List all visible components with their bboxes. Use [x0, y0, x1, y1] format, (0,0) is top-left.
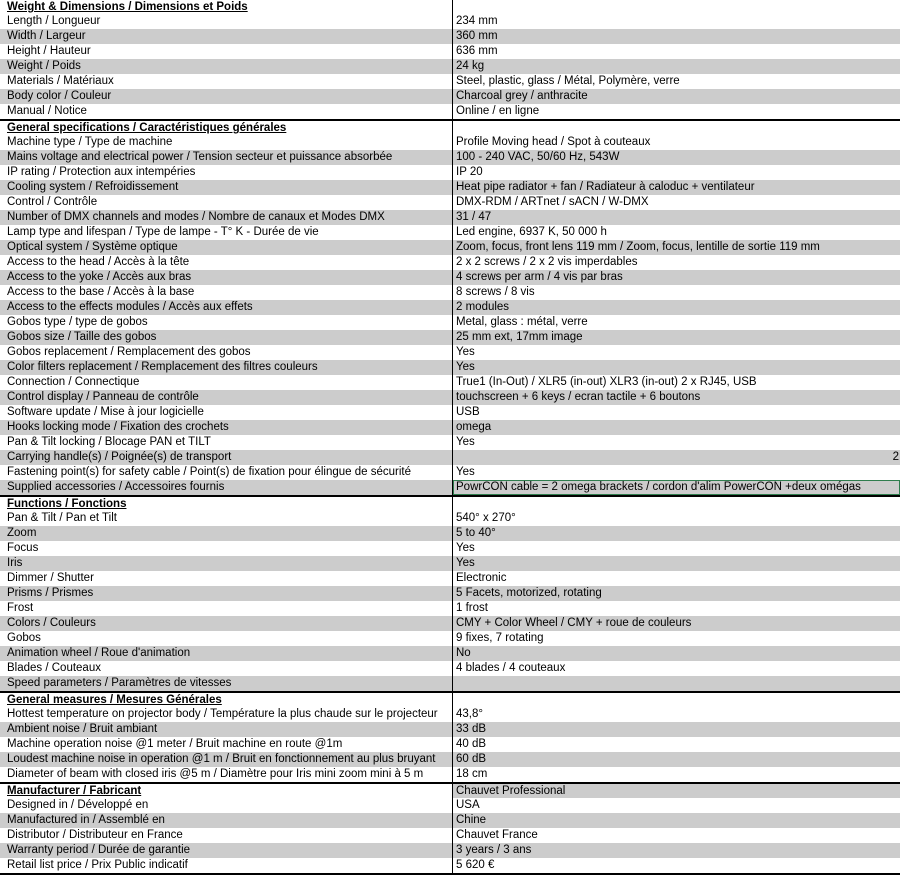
row-label[interactable]: Control display / Panneau de contrôle	[0, 390, 453, 405]
table-bottom-border	[0, 873, 900, 875]
row-value[interactable]: PowrCON cable = 2 omega brackets / cordon d'alim PowerCON +deux omégas	[453, 480, 900, 495]
section-value[interactable]	[453, 693, 900, 707]
row-label[interactable]: Prisms / Prismes	[0, 586, 453, 601]
section-title[interactable]: General measures / Mesures Générales	[0, 693, 453, 707]
row-value[interactable]	[453, 676, 900, 691]
table-row	[0, 858, 900, 873]
table-row	[0, 165, 900, 180]
table-row	[0, 616, 900, 631]
row-value[interactable]: Chauvet France	[456, 829, 538, 841]
row-label[interactable]: Gobos	[0, 631, 453, 646]
table-row	[0, 29, 900, 44]
section-title[interactable]: Weight & Dimensions / Dimensions et Poids	[0, 0, 453, 14]
row-label[interactable]: Access to the head / Accès à la tête	[0, 255, 453, 270]
table-row	[0, 330, 900, 345]
row-label[interactable]: Loudest machine noise in operation @1 m / Bruit en fonctionnement au plus bruyant	[0, 752, 453, 767]
row-value[interactable]: Steel, plastic, glass / Métal, Polymère, verre	[456, 75, 680, 87]
table-row	[0, 435, 900, 450]
section-value[interactable]	[453, 497, 900, 511]
row-label[interactable]: Access to the base / Accès à la base	[0, 285, 453, 300]
row-label[interactable]: Width / Largeur	[0, 29, 453, 44]
row-value[interactable]: Chine	[456, 814, 487, 826]
row-value[interactable]: 5 Facets, motorized, rotating	[456, 587, 602, 599]
row-value[interactable]: 31 / 47	[456, 211, 492, 223]
row-label[interactable]: Speed parameters / Paramètres de vitesses	[0, 676, 453, 691]
row-label[interactable]: Zoom	[0, 526, 453, 541]
table-row	[0, 180, 900, 195]
row-label[interactable]: Software update / Mise à jour logicielle	[0, 405, 453, 420]
section-header	[0, 119, 900, 135]
table-row	[0, 270, 900, 285]
row-label[interactable]: Access to the effects modules / Accès aux effets	[0, 300, 453, 315]
table-row	[0, 300, 900, 315]
table-row	[0, 390, 900, 405]
row-label[interactable]: Color filters replacement / Remplacement des filtres couleurs	[0, 360, 453, 375]
table-row	[0, 14, 900, 29]
row-value[interactable]: 1 frost	[456, 602, 488, 614]
row-label[interactable]: Gobos replacement / Remplacement des gobos	[0, 345, 453, 360]
section-value[interactable]: Chauvet Professional	[453, 784, 900, 798]
table-row	[0, 465, 900, 480]
row-label[interactable]: Height / Hauteur	[0, 44, 453, 59]
table-row	[0, 375, 900, 390]
row-label[interactable]: Designed in / Développé en	[0, 798, 453, 813]
table-row	[0, 240, 900, 255]
row-label[interactable]: Machine type / Type de machine	[0, 135, 453, 150]
row-label[interactable]: Connection / Connectique	[0, 375, 453, 390]
row-value[interactable]: 636 mm	[456, 45, 498, 57]
row-label[interactable]: Hottest temperature on projector body / Température la plus chaude sur le projecteur	[0, 707, 453, 722]
row-value[interactable]: No	[456, 647, 471, 659]
row-label[interactable]: Control / Contrôle	[0, 195, 453, 210]
row-label[interactable]: Diameter of beam with closed iris @5 m / Diamètre pour Iris mini zoom mini à 5 m	[0, 767, 453, 782]
row-value[interactable]: 2 x 2 screws / 2 x 2 vis imperdables	[456, 256, 638, 268]
row-label[interactable]: Mains voltage and electrical power / Tension secteur et puissance absorbée	[0, 150, 453, 165]
row-value[interactable]: 8 screws / 8 vis	[456, 286, 535, 298]
table-row	[0, 315, 900, 330]
row-label[interactable]: Cooling system / Refroidissement	[0, 180, 453, 195]
table-row	[0, 843, 900, 858]
row-value[interactable]: Yes	[456, 361, 475, 373]
row-value[interactable]: 60 dB	[456, 753, 487, 765]
row-label[interactable]: Length / Longueur	[0, 14, 453, 29]
row-value[interactable]: Heat pipe radiator + fan / Radiateur à caloduc + ventilateur	[456, 181, 755, 193]
row-value[interactable]: USB	[456, 406, 480, 418]
row-label[interactable]: Ambient noise / Bruit ambiant	[0, 722, 453, 737]
row-label[interactable]: Supplied accessories / Accessoires fournis	[0, 480, 453, 495]
section-title[interactable]: Manufacturer / Fabricant	[0, 784, 453, 798]
section-header	[0, 495, 900, 511]
row-value[interactable]: IP 20	[456, 166, 483, 178]
table-row	[0, 767, 900, 782]
table-row	[0, 541, 900, 556]
row-label[interactable]: Gobos size / Taille des gobos	[0, 330, 453, 345]
row-label[interactable]: Blades / Couteaux	[0, 661, 453, 676]
table-row	[0, 556, 900, 571]
section-value[interactable]	[453, 0, 900, 14]
row-label[interactable]: Pan & Tilt locking / Blocage PAN et TILT	[0, 435, 453, 450]
row-value-right: 2	[892, 451, 899, 463]
section-header	[0, 0, 900, 14]
table-row	[0, 59, 900, 74]
row-value[interactable]: Led engine, 6937 K, 50 000 h	[456, 226, 607, 238]
row-label[interactable]: Materials / Matériaux	[0, 74, 453, 89]
row-label[interactable]: Manual / Notice	[0, 104, 453, 119]
row-value[interactable]: Yes	[456, 436, 475, 448]
table-row	[0, 104, 900, 119]
section-title[interactable]: Functions / Fonctions	[0, 497, 453, 511]
table-row	[0, 74, 900, 89]
row-value[interactable]: Metal, glass : métal, verre	[456, 316, 588, 328]
section-header	[0, 782, 900, 798]
table-row	[0, 44, 900, 59]
row-value[interactable]: Electronic	[456, 572, 507, 584]
row-label[interactable]: Carrying handle(s) / Poignée(s) de transport	[0, 450, 453, 465]
table-row	[0, 195, 900, 210]
table-row	[0, 360, 900, 375]
row-value[interactable]: Yes	[456, 346, 475, 358]
section-value[interactable]	[453, 121, 900, 135]
row-label[interactable]: Number of DMX channels and modes / Nombre de canaux et Modes DMX	[0, 210, 453, 225]
row-label[interactable]: Gobos type / type de gobos	[0, 315, 453, 330]
table-row	[0, 828, 900, 843]
row-label[interactable]: Iris	[0, 556, 453, 571]
section-title[interactable]: General specifications / Caractéristiques générales	[0, 121, 453, 135]
row-value[interactable]: omega	[456, 421, 492, 433]
row-value[interactable]: 24 kg	[456, 60, 485, 72]
row-value[interactable]: 18 cm	[456, 768, 488, 780]
row-value[interactable]: Yes	[456, 542, 475, 554]
row-label[interactable]: IP rating / Protection aux intempéries	[0, 165, 453, 180]
row-label[interactable]: Hooks locking mode / Fixation des crochets	[0, 420, 453, 435]
row-value[interactable]: 33 dB	[456, 723, 487, 735]
table-row	[0, 255, 900, 270]
table-row	[0, 737, 900, 752]
row-label[interactable]: Warranty period / Durée de garantie	[0, 843, 453, 858]
row-label[interactable]: Body color / Couleur	[0, 89, 453, 104]
table-row	[0, 480, 900, 495]
row-value[interactable]: 4 blades / 4 couteaux	[456, 662, 566, 674]
table-row	[0, 676, 900, 691]
table-row	[0, 150, 900, 165]
row-value[interactable]: 360 mm	[456, 30, 498, 42]
row-value[interactable]: Profile Moving head / Spot à couteaux	[456, 136, 651, 148]
row-value[interactable]: 100 - 240 VAC, 50/60 Hz, 543W	[456, 151, 620, 163]
row-value[interactable]: CMY + Color Wheel / CMY + roue de couleurs	[456, 617, 692, 629]
row-label[interactable]: Weight / Poids	[0, 59, 453, 74]
row-value[interactable]: 2 modules	[456, 301, 510, 313]
row-value[interactable]: 9 fixes, 7 rotating	[456, 632, 544, 644]
table-row	[0, 601, 900, 616]
table-row	[0, 661, 900, 676]
table-row	[0, 210, 900, 225]
table-row	[0, 586, 900, 601]
row-value[interactable]: 540° x 270°	[456, 512, 516, 524]
row-label[interactable]: Manufactured in / Assemblé en	[0, 813, 453, 828]
row-label[interactable]: Machine operation noise @1 meter / Bruit machine en route @1m	[0, 737, 453, 752]
row-value[interactable]: Charcoal grey / anthracite	[456, 90, 588, 102]
row-label[interactable]: Animation wheel / Roue d'animation	[0, 646, 453, 661]
table-row	[0, 571, 900, 586]
row-value[interactable]: Zoom, focus, front lens 119 mm / Zoom, focus, lentille de sortie 119 mm	[456, 241, 820, 253]
row-value[interactable]: USA	[456, 799, 480, 811]
row-label[interactable]: Distributor / Distributeur en France	[0, 828, 453, 843]
row-label[interactable]: Dimmer / Shutter	[0, 571, 453, 586]
section-header	[0, 691, 900, 707]
row-value[interactable]: True1 (In-Out) / XLR5 (in-out) XLR3 (in-out) 2 x RJ45, USB	[456, 376, 757, 388]
row-label[interactable]: Focus	[0, 541, 453, 556]
row-value[interactable]: 5 620 €	[456, 859, 495, 871]
row-value[interactable]: 3 years / 3 ans	[456, 844, 532, 856]
table-row	[0, 646, 900, 661]
table-row	[0, 798, 900, 813]
table-row	[0, 450, 900, 465]
table-row	[0, 135, 900, 150]
row-label[interactable]: Pan & Tilt / Pan et Tilt	[0, 511, 453, 526]
row-value[interactable]: DMX-RDM / ARTnet / sACN / W-DMX	[456, 196, 649, 208]
row-value[interactable]: Yes	[456, 557, 475, 569]
row-label[interactable]: Lamp type and lifespan / Type de lampe - T° K - Durée de vie	[0, 225, 453, 240]
row-label[interactable]: Optical system / Système optique	[0, 240, 453, 255]
table-row	[0, 631, 900, 646]
row-value[interactable]: 40 dB	[456, 738, 487, 750]
table-row	[0, 722, 900, 737]
row-value[interactable]: 234 mm	[456, 15, 498, 27]
row-value[interactable]: Yes	[456, 466, 475, 478]
row-value[interactable]: 25 mm ext, 17mm image	[456, 331, 583, 343]
row-value[interactable]: Online / en ligne	[456, 105, 540, 117]
table-row	[0, 225, 900, 240]
row-label[interactable]: Colors / Couleurs	[0, 616, 453, 631]
row-label[interactable]: Access to the yoke / Accès aux bras	[0, 270, 453, 285]
row-label[interactable]: Fastening point(s) for safety cable / Point(s) de fixation pour élingue de sécurité	[0, 465, 453, 480]
table-row	[0, 752, 900, 767]
row-value[interactable]: 43,8°	[456, 708, 483, 720]
row-value[interactable]	[453, 450, 900, 465]
table-row	[0, 285, 900, 300]
table-row	[0, 345, 900, 360]
row-label[interactable]: Frost	[0, 601, 453, 616]
table-row	[0, 813, 900, 828]
row-value[interactable]: touchscreen + 6 keys / ecran tactile + 6 boutons	[456, 391, 701, 403]
row-value[interactable]: 5 to 40°	[456, 527, 496, 539]
table-row	[0, 526, 900, 541]
table-row	[0, 405, 900, 420]
row-value[interactable]: 4 screws per arm / 4 vis par bras	[456, 271, 623, 283]
row-label[interactable]: Retail list price / Prix Public indicatif	[0, 858, 453, 873]
table-row	[0, 89, 900, 104]
table-row	[0, 420, 900, 435]
table-row	[0, 707, 900, 722]
table-row	[0, 511, 900, 526]
